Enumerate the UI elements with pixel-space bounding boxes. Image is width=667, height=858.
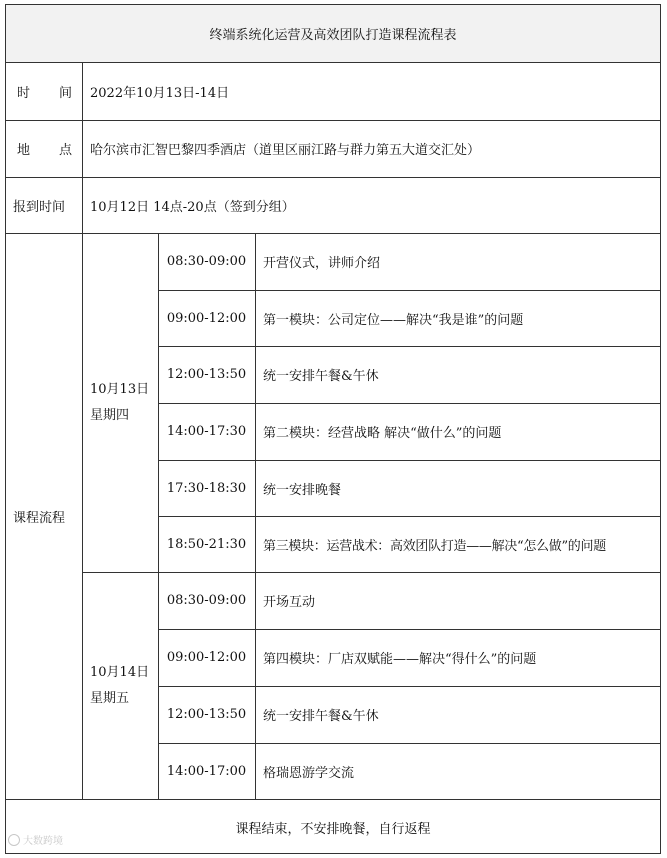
session-content: 第四模块：厂店双赋能——解决“得什么”的问题: [263, 652, 537, 667]
session-content: 格瑞恩游学交流: [263, 765, 355, 781]
session-content: 第二模块：经营战略 解决“做什么”的问题: [263, 426, 502, 441]
checkin-value: 10月12日 14点-20点（签到分组）: [90, 199, 295, 215]
session-content: 统一安排午餐&午休: [263, 369, 379, 384]
schedule-label: 课程流程: [13, 510, 66, 526]
session-content: 第三模块：运营战术：高效团队打造——解决“怎么做”的问题: [263, 538, 606, 554]
watermark: [8, 832, 63, 847]
day-1-date: 10月13日: [90, 381, 150, 397]
time-label: [5, 63, 82, 120]
day-2-weekday: 星期五: [90, 690, 130, 706]
session-time: 14:00-17:30: [166, 424, 247, 439]
day-2: [82, 572, 158, 799]
session-time: 12:00-13:50: [166, 367, 247, 382]
footer-note-text: 课程结束，不安排晚餐，自行返程: [235, 821, 431, 837]
day-1: [82, 233, 158, 572]
time-value: 2022年10月13日-14日: [90, 86, 230, 101]
session-content: 统一安排午餐&午休: [263, 709, 379, 724]
place-value: 哈尔滨市汇智巴黎四季酒店（道里区丽江路与群力第五大道交汇处）: [90, 143, 481, 158]
watermark-text: 大数跨境: [23, 836, 63, 847]
footer-note: [5, 800, 661, 854]
session-content: 第一模块：公司定位——解决“我是谁”的问题: [263, 312, 524, 328]
session-time: 17:30-18:30: [166, 480, 247, 496]
day-1-weekday: 星期四: [90, 407, 130, 423]
session-time: 09:00-12:00: [166, 650, 247, 665]
checkin-label: 报到时间: [13, 199, 66, 215]
table-title-text: 终端系统化运营及高效团队打造课程流程表: [209, 28, 457, 43]
session-time: 08:30-09:00: [166, 254, 247, 269]
session-content: 统一安排晚餐: [263, 482, 342, 498]
time-label-char-2: 间: [58, 86, 72, 101]
session-time: 12:00-13:50: [166, 707, 247, 722]
place-label: [5, 120, 82, 177]
session-content: 开营仪式，讲师介绍: [263, 256, 381, 271]
place-label-char-1: 地: [17, 143, 31, 158]
watermark-logo-icon: [8, 834, 20, 846]
session-time: 09:00-12:00: [166, 310, 247, 326]
session-time: 14:00-17:00: [166, 763, 247, 779]
day-2-date: 10月14日: [90, 664, 150, 680]
time-label-char-1: 时: [17, 86, 31, 101]
session-time: 08:30-09:00: [166, 593, 247, 608]
place-label-char-2: 点: [58, 143, 72, 158]
session-time: 18:50-21:30: [166, 536, 247, 552]
session-content: 开场互动: [263, 595, 316, 610]
